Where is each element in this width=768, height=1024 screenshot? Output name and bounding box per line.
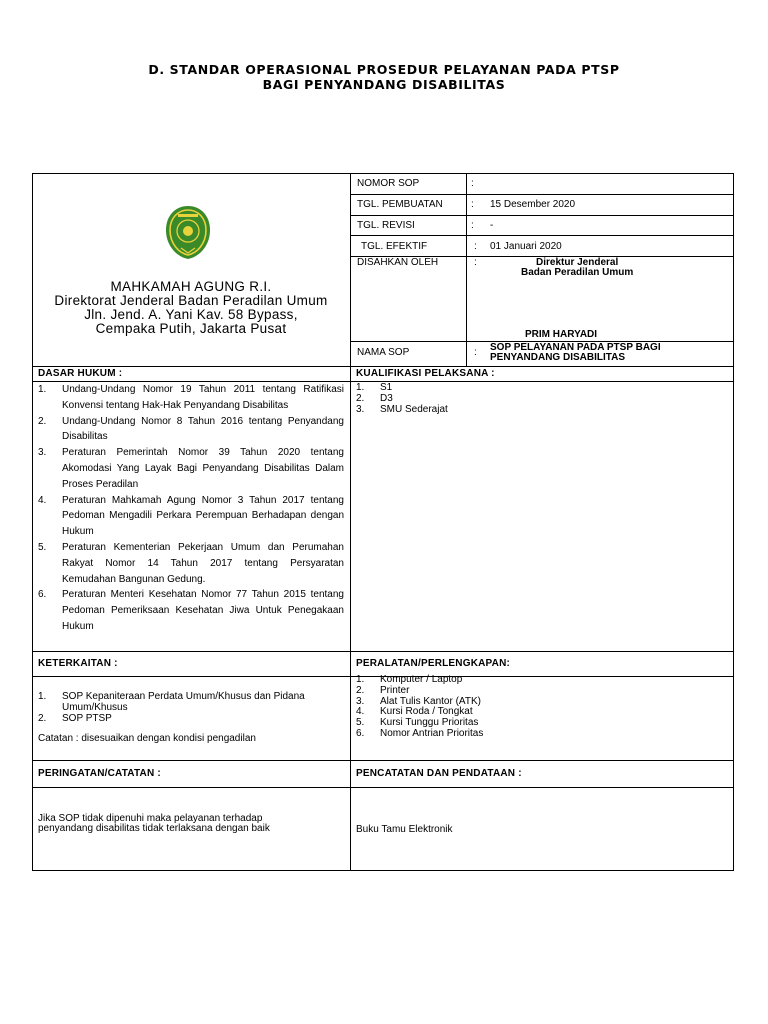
item-text: S1 <box>380 382 393 393</box>
org-directorate: Direktorat Jenderal Badan Peradilan Umum <box>54 293 328 308</box>
divider <box>32 760 734 761</box>
item-number: 1. <box>356 674 365 685</box>
keterkaitan-note: Catatan : disesuaikan dengan kondisi pengadilan <box>38 733 256 744</box>
colon: : <box>471 178 474 189</box>
list-item <box>356 383 716 394</box>
list-item <box>38 382 344 414</box>
mahkamah-agung-seal-icon <box>164 204 212 260</box>
item-text: Peraturan Pemerintah Nomor 39 Tahun 2020 tentang Akomodasi Yang Layak Bagi Penyandang Disabilitas Dalam Proses Peradilan <box>62 447 344 490</box>
item-text: Peraturan Mahkamah Agung Nomor 3 Tahun 2017 tentang Pedoman Mengadili Perkara Perempuan Berhadapan dengan Hukum <box>62 494 344 538</box>
keterkaitan-list <box>38 692 338 724</box>
divider <box>32 366 734 367</box>
kualifikasi-list <box>356 383 716 415</box>
item-number: 4. <box>38 494 47 506</box>
item-number: 2. <box>356 684 365 696</box>
item-text: SOP Kepaniteraan Perdata Umum/Khusus dan Pidana Umum/Khusus <box>62 691 305 713</box>
colon: : <box>474 257 477 268</box>
divider <box>350 235 734 236</box>
org-address-line1: Jln. Jend. A. Yani Kav. 58 Bypass, <box>84 307 298 322</box>
list-item <box>38 714 338 725</box>
colon: : <box>471 199 474 210</box>
tgl-pembuatan-value: 15 Desember 2020 <box>490 199 576 210</box>
item-text: D3 <box>380 392 393 404</box>
item-text: Alat Tulis Kantor (ATK) <box>380 695 481 707</box>
dasar-hukum-list <box>38 382 344 635</box>
list-item <box>38 540 344 587</box>
item-text: SOP PTSP <box>62 712 112 724</box>
colon: : <box>474 241 477 252</box>
kualifikasi-header: KUALIFIKASI PELAKSANA : <box>356 368 495 379</box>
item-text: Undang-Undang Nomor 19 Tahun 2011 tentang Ratifikasi Konvensi tentang Hak-Hak Penyandang Disabilitas <box>62 384 344 411</box>
item-number: 6. <box>356 727 365 739</box>
item-number: 2. <box>356 392 365 404</box>
peringatan-header: PERINGATAN/CATATAN : <box>38 768 161 779</box>
divider <box>350 194 734 195</box>
list-item <box>38 692 338 714</box>
document-title-line1: D. STANDAR OPERASIONAL PROSEDUR PELAYANAN PADA PTSP <box>148 62 620 77</box>
item-text: Undang-Undang Nomor 8 Tahun 2016 tentang Penyandang Disabilitas <box>62 415 344 443</box>
colon: : <box>471 220 474 231</box>
org-name: MAHKAMAH AGUNG R.I. <box>110 279 272 294</box>
item-number: 3. <box>356 695 365 707</box>
disahkan-oleh-value-line2: Badan Peradilan Umum <box>521 267 634 278</box>
item-text: Peraturan Menteri Kesehatan Nomor 77 Tahun 2015 tentang Pedoman Pemeriksaan Kesehatan Jiwa Untuk Penegakaan Hukum <box>62 589 344 632</box>
item-text: Komputer / Laptop <box>380 674 463 685</box>
pencatatan-header: PENCATATAN DAN PENDATAAN : <box>356 768 522 779</box>
item-number: 1. <box>38 384 47 395</box>
tgl-pembuatan-label: TGL. PEMBUATAN <box>357 199 443 210</box>
list-item <box>38 414 344 446</box>
tgl-efektif-value: 01 Januari 2020 <box>490 241 562 252</box>
peralatan-header: PERALATAN/PERLENGKAPAN: <box>356 658 511 669</box>
divider <box>32 651 734 652</box>
nama-sop-value-line2: PENYANDANG DISABILITAS <box>490 352 626 363</box>
peringatan-text-line1: Jika SOP tidak dipenuhi maka pelayanan terhadap <box>38 813 263 824</box>
divider <box>32 787 734 788</box>
org-address-line2: Cempaka Putih, Jakarta Pusat <box>95 321 287 336</box>
document-title-line2: BAGI PENYANDANG DISABILITAS <box>262 77 506 92</box>
nama-sop-label: NAMA SOP <box>357 347 410 358</box>
divider <box>350 215 734 216</box>
keterkaitan-header: KETERKAITAN : <box>38 658 118 669</box>
list-item <box>356 675 716 686</box>
item-number: 4. <box>356 706 365 718</box>
divider <box>466 173 467 367</box>
disahkan-oleh-value-line1: Direktur Jenderal <box>536 257 619 268</box>
peringatan-text-line2: penyandang disabilitas tidak terlaksana dengan baik <box>38 823 270 834</box>
item-text: Printer <box>380 684 410 696</box>
item-number: 5. <box>356 717 365 729</box>
list-item <box>38 587 344 634</box>
tgl-revisi-label: TGL. REVISI <box>357 220 415 231</box>
list-item <box>356 405 716 416</box>
item-text: SMU Sederajat <box>380 403 448 415</box>
item-text: Kursi Roda / Tongkat <box>380 706 473 718</box>
disahkan-oleh-label: DISAHKAN OLEH <box>357 257 439 268</box>
list-item <box>38 445 344 492</box>
item-number: 5. <box>38 541 47 553</box>
list-item <box>38 493 344 540</box>
item-number: 6. <box>38 589 47 601</box>
divider <box>350 173 351 871</box>
item-number: 1. <box>356 382 365 393</box>
item-text: Nomor Antrian Prioritas <box>380 727 484 739</box>
item-number: 2. <box>38 712 47 724</box>
tgl-efektif-label: TGL. EFEKTIF <box>361 241 428 252</box>
item-text: Peraturan Kementerian Pekerjaan Umum dan Perumahan Rakyat Nomor 14 Tahun 2017 tentang Persyaratan Kemudahan Bangunan Gedung. <box>62 541 344 585</box>
nomor-sop-label: NOMOR SOP <box>357 178 420 189</box>
peralatan-list <box>356 675 716 740</box>
item-number: 3. <box>356 403 365 415</box>
dasar-hukum-header: DASAR HUKUM : <box>38 368 123 379</box>
tgl-revisi-value: - <box>490 220 494 231</box>
item-number: 3. <box>38 447 47 459</box>
item-number: 2. <box>38 415 47 427</box>
item-number: 1. <box>38 691 47 702</box>
pencatatan-text: Buku Tamu Elektronik <box>356 824 453 835</box>
item-text: Kursi Tunggu Prioritas <box>380 717 479 729</box>
signer-name: PRIM HARYADI <box>525 329 598 340</box>
colon: : <box>474 347 477 358</box>
list-item <box>356 729 716 740</box>
nama-sop-value-line1: SOP PELAYANAN PADA PTSP BAGI <box>490 342 661 353</box>
